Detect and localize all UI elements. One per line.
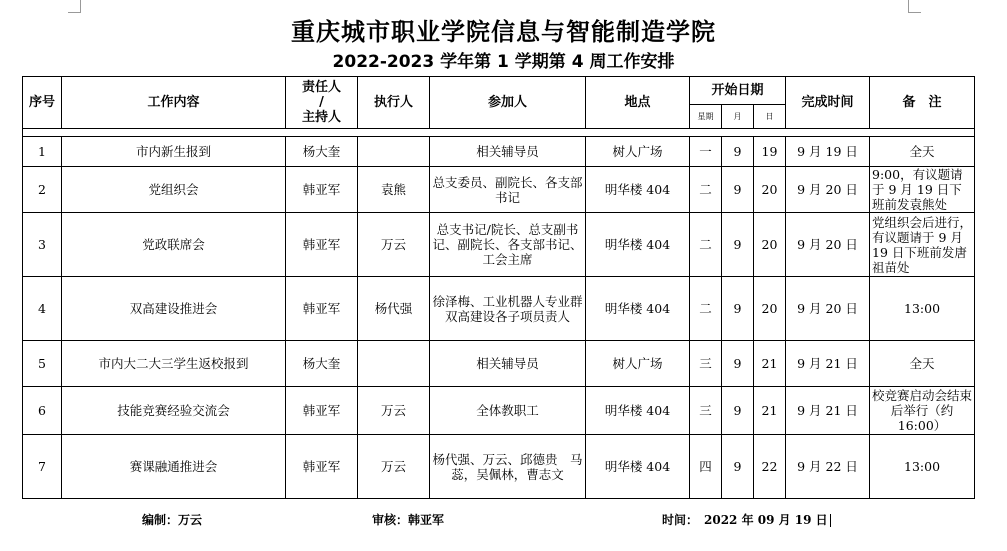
cell-remark: 13:00 xyxy=(870,277,975,341)
table-row xyxy=(23,213,975,277)
table-row xyxy=(23,387,975,435)
cell-owner: 韩亚军 xyxy=(286,213,358,277)
cell-place: 明华楼 404 xyxy=(586,213,690,277)
table-row xyxy=(23,277,975,341)
table-row xyxy=(23,137,975,167)
document-subtitle: 2022-2023 学年第 1 学期第 4 周工作安排 xyxy=(332,52,675,72)
cell-remark: 9:00，有议题请于 9 月 19 日下班前发袁熊处 xyxy=(870,167,975,213)
cell-place: 明华楼 404 xyxy=(586,435,690,499)
cell-content: 赛课融通推进会 xyxy=(62,435,286,499)
cell-finish: 9 月 20 日 xyxy=(786,213,870,277)
footer-editor: 编制：万云 xyxy=(142,513,203,527)
cell-month: 9 xyxy=(722,137,754,167)
cell-no: 6 xyxy=(23,387,62,435)
cell-day: 21 xyxy=(754,387,786,435)
header-start-date: 开始日期 xyxy=(690,77,786,105)
cell-owner: 韩亚军 xyxy=(286,167,358,213)
cell-owner: 杨大奎 xyxy=(286,137,358,167)
cell-place: 树人广场 xyxy=(586,137,690,167)
cell-no: 7 xyxy=(23,435,62,499)
header-finish: 完成时间 xyxy=(786,77,870,129)
cell-weekday: 一 xyxy=(690,137,722,167)
cell-finish: 9 月 20 日 xyxy=(786,167,870,213)
cell-place: 明华楼 404 xyxy=(586,277,690,341)
cell-content: 技能竞赛经验交流会 xyxy=(62,387,286,435)
header-no: 序号 xyxy=(23,77,62,129)
cell-no: 2 xyxy=(23,167,62,213)
cell-owner: 杨大奎 xyxy=(286,341,358,387)
cell-participants: 相关辅导员 xyxy=(430,137,586,167)
cell-place: 明华楼 404 xyxy=(586,387,690,435)
cell-participants: 全体教职工 xyxy=(430,387,586,435)
header-participants: 参加人 xyxy=(430,77,586,129)
header-owner: 责任人 / 主持人 xyxy=(286,77,358,129)
table-row xyxy=(23,435,975,499)
header-executor: 执行人 xyxy=(358,77,430,129)
document-title: 重庆城市职业学院信息与智能制造学院 xyxy=(291,18,716,46)
cell-no: 4 xyxy=(23,277,62,341)
cell-weekday: 二 xyxy=(690,213,722,277)
cell-executor: 杨代强 xyxy=(358,277,430,341)
cell-content: 党政联席会 xyxy=(62,213,286,277)
header-spacer xyxy=(23,129,975,137)
cell-no: 3 xyxy=(23,213,62,277)
footer-date-text: 时间： 2022 年 09 月 19 日 xyxy=(662,513,828,527)
cell-month: 9 xyxy=(722,167,754,213)
header-remark: 备 注 xyxy=(870,77,975,129)
header-month: 月 xyxy=(722,105,754,129)
cell-finish: 9 月 22 日 xyxy=(786,435,870,499)
table-row xyxy=(23,341,975,387)
cell-participants: 徐泽梅、工业机器人专业群双高建设各子项员责人 xyxy=(430,277,586,341)
cell-month: 9 xyxy=(722,435,754,499)
schedule-table xyxy=(22,76,975,499)
cell-place: 明华楼 404 xyxy=(586,167,690,213)
cell-owner: 韩亚军 xyxy=(286,435,358,499)
cell-finish: 9 月 21 日 xyxy=(786,387,870,435)
cell-no: 1 xyxy=(23,137,62,167)
cell-executor: 万云 xyxy=(358,435,430,499)
cell-executor xyxy=(358,137,430,167)
cell-month: 9 xyxy=(722,277,754,341)
footer-reviewer: 审核：韩亚军 xyxy=(372,513,445,527)
cell-content: 市内新生报到 xyxy=(62,137,286,167)
cell-content: 双高建设推进会 xyxy=(62,277,286,341)
cell-executor: 袁熊 xyxy=(358,167,430,213)
cell-content: 党组织会 xyxy=(62,167,286,213)
header-weekday: 星期 xyxy=(690,105,722,129)
cell-day: 19 xyxy=(754,137,786,167)
cell-place: 树人广场 xyxy=(586,341,690,387)
cell-weekday: 二 xyxy=(690,167,722,213)
cell-day: 20 xyxy=(754,167,786,213)
cell-month: 9 xyxy=(722,387,754,435)
cell-content: 市内大二大三学生返校报到 xyxy=(62,341,286,387)
cell-month: 9 xyxy=(722,213,754,277)
cell-owner: 韩亚军 xyxy=(286,387,358,435)
cell-finish: 9 月 19 日 xyxy=(786,137,870,167)
table-row xyxy=(23,167,975,213)
cell-executor xyxy=(358,341,430,387)
cell-participants: 相关辅导员 xyxy=(430,341,586,387)
cell-remark: 全天 xyxy=(870,341,975,387)
header-place: 地点 xyxy=(586,77,690,129)
cell-day: 22 xyxy=(754,435,786,499)
cell-finish: 9 月 20 日 xyxy=(786,277,870,341)
cell-weekday: 二 xyxy=(690,277,722,341)
cell-finish: 9 月 21 日 xyxy=(786,341,870,387)
cell-remark: 党组织会后进行，有议题请于 9 月 19 日下班前发唐祖苗处 xyxy=(870,213,975,277)
cell-day: 20 xyxy=(754,277,786,341)
cell-remark: 校竞赛启动会结束后举行（约 16:00） xyxy=(870,387,975,435)
cell-weekday: 四 xyxy=(690,435,722,499)
text-cursor[interactable] xyxy=(830,514,831,527)
cell-day: 21 xyxy=(754,341,786,387)
cell-weekday: 三 xyxy=(690,387,722,435)
cell-participants: 杨代强、万云、邱德贵 马蕊，吴佩林，曹志文 xyxy=(430,435,586,499)
footer-date xyxy=(662,511,831,528)
cell-executor: 万云 xyxy=(358,213,430,277)
cell-no: 5 xyxy=(23,341,62,387)
header-content: 工作内容 xyxy=(62,77,286,129)
cell-remark: 全天 xyxy=(870,137,975,167)
cell-remark: 13:00 xyxy=(870,435,975,499)
cell-day: 20 xyxy=(754,213,786,277)
cell-executor: 万云 xyxy=(358,387,430,435)
cell-participants: 总支书记/院长、总支副书记、副院长、各支部书记、工会主席 xyxy=(430,213,586,277)
cell-weekday: 三 xyxy=(690,341,722,387)
header-day: 日 xyxy=(754,105,786,129)
cell-month: 9 xyxy=(722,341,754,387)
cell-participants: 总支委员、副院长、各支部书记 xyxy=(430,167,586,213)
cell-owner: 韩亚军 xyxy=(286,277,358,341)
